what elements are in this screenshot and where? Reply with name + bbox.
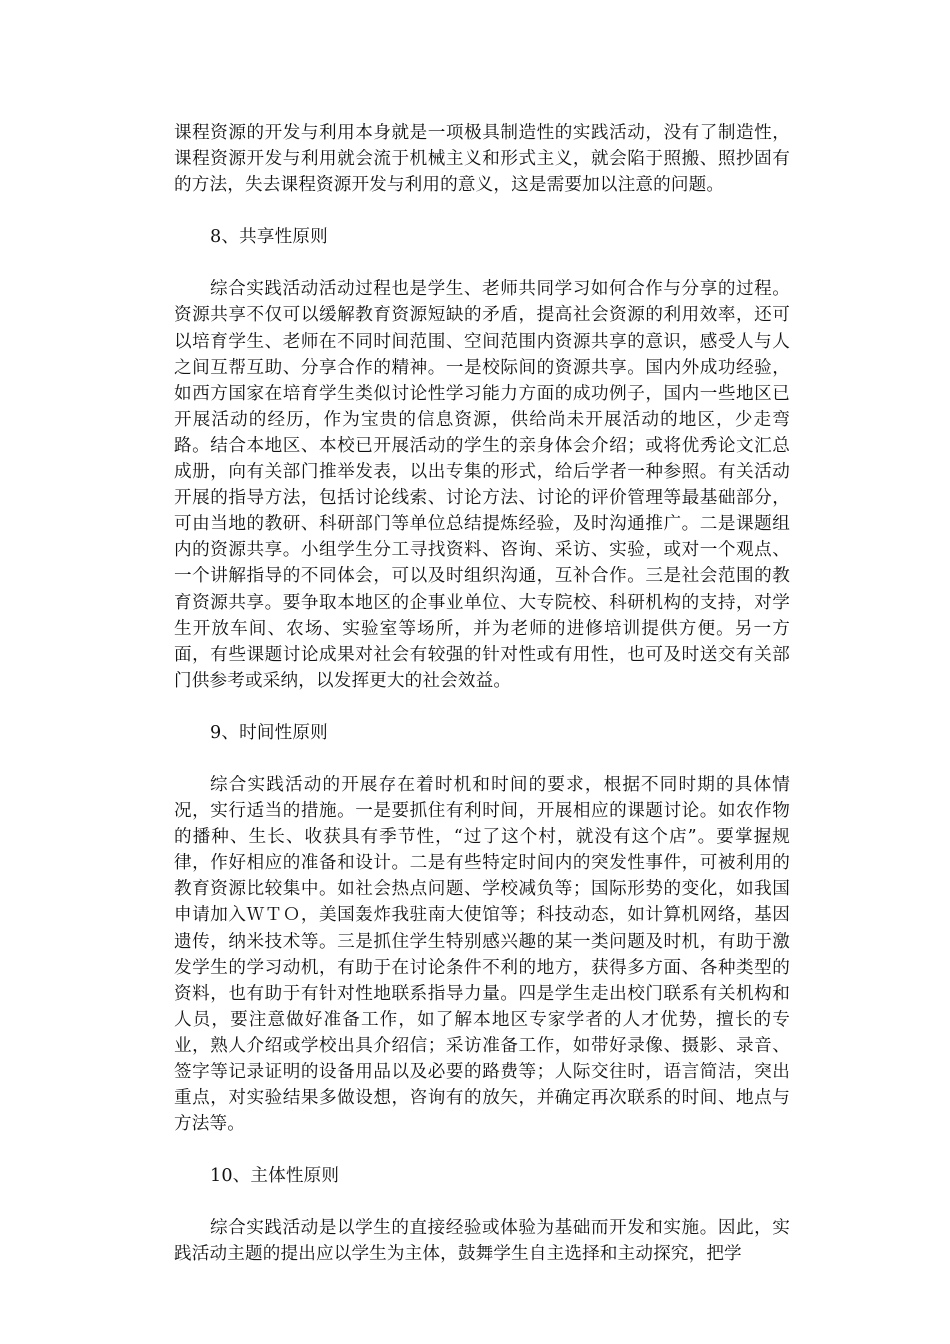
section-heading-timing: 9、时间性原则: [210, 722, 328, 743]
paragraph-sharing: 综合实践活动活动过程也是学生、老师共同学习如何合作与分享的过程。资源共享不仅可以缓解教育资源短缺的矛盾，提高社会资源的利用效率，还可以培育学生、老师在不同时间范围、空间范围内资源共享的意识，感受人与人之间互帮互助、分享合作的精神。一是校际间的资源共享。国内外成功经验，如西方国家在培育学生类似讨论性学习能力方面的成功例子，国内一些地区已开展活动的经历，作为宝贵的信息资源，供给尚未开展活动的地区，少走弯路。结合本地区、本校已开展活动的学生的亲身体会介绍；或将优秀论文汇总成册，向有关部门推举发表，以出专集的形式，给后学者一种参照。有关活动开展的指导方法，包括讨论线索、讨论方法、讨论的评价管理等最基础部分，可由当地的教研、科研部门等单位总结提炼经验，及时沟通推广。二是课题组内的资源共享。小组学生分工寻找资料、咨询、采访、实验，或对一个观点、一个讲解指导的不同体会，可以及时组织沟通，互补合作。三是社会范围的教育资源共享。要争取本地区的企事业单位、大专院校、科研机构的支持，对学生开放车间、农场、实验室等场所，并为老师的进修培训提供方便。另一方面，有些课题讨论成果对社会有较强的针对性或有用性，也可及时送交有关部门供参考或采纳，以发挥更大的社会效益。: [174, 279, 790, 691]
section-heading-subjectivity: 10、主体性原则: [210, 1166, 340, 1187]
paragraph-subjectivity: 综合实践活动是以学生的直接经验或体验为基础而开发和实施。因此，实践活动主题的提出应以学生为主体，鼓舞学生自主选择和主动探究，把学: [174, 1218, 790, 1265]
document-body: [174, 120, 790, 1268]
paragraph-continuation: 课程资源的开发与利用本身就是一项极具制造性的实践活动，没有了制造性，课程资源开发与利用就会流于机械主义和形式主义，就会陷于照搬、照抄固有的方法，失去课程资源开发与利用的意义，这是需要加以注意的问题。: [174, 123, 790, 196]
section-heading-sharing: 8、共享性原则: [210, 227, 328, 248]
paragraph-timing: 综合实践活动的开展存在着时机和时间的要求，根据不同时期的具体情况，实行适当的措施。一是要抓住有利时间，开展相应的课题讨论。如农作物的播种、生长、收获具有季节性，“过了这个村，就没有这个店”。要掌握规律，作好相应的准备和设计。二是有些特定时间内的突发性事件，可被利用的教育资源比较集中。如社会热点问题、学校减负等；国际形势的变化，如我国申请加入ＷＴＯ，美国轰炸我驻南大使馆等；科技动态，如计算机网络，基因遗传，纳米技术等。三是抓住学生特别感兴趣的某一类问题及时机，有助于激发学生的学习动机，有助于在讨论条件不利的地方，获得多方面、各种类型的资料，也有助于有针对性地联系指导力量。四是学生走出校门联系有关机构和人员，要注意做好准备工作，如了解本地区专家学者的人才优势，擅长的专业，熟人介绍或学校出具介绍信；采访准备工作，如带好录像、摄影、录音、签字等记录证明的设备用品以及必要的路费等；人际交往时，语言简洁，突出重点，对实验结果多做设想，咨询有的放矢，并确定再次联系的时间、地点与方法等。: [174, 774, 790, 1135]
